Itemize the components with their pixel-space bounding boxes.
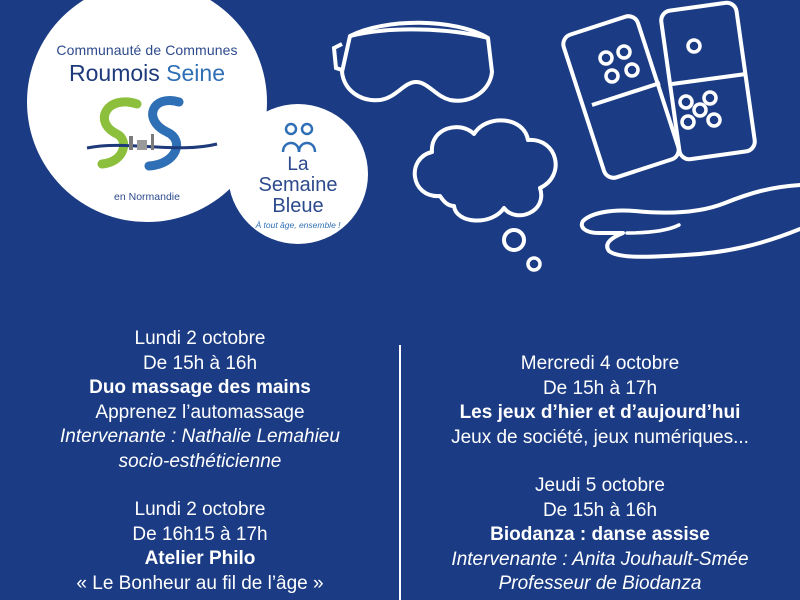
events-left-column xyxy=(0,327,400,596)
event-title: Les jeux d’hier et d’aujourd’hui xyxy=(459,402,741,423)
event-time: De 15h à 16h xyxy=(542,499,658,521)
semaine-bleue-logo xyxy=(228,104,368,244)
event-date: Mercredi 4 octobre xyxy=(520,353,680,374)
event-title: Atelier Philo xyxy=(144,548,256,569)
event-date: Jeudi 5 octobre xyxy=(535,475,665,496)
event-description: Apprenez l’automassage xyxy=(95,401,305,423)
ccrs-logo-line2 xyxy=(27,60,267,87)
semaine-bleue-semaine: Semaine xyxy=(258,174,338,196)
ccrs-logo-roumois: Roumois xyxy=(69,60,160,86)
events-right-column xyxy=(400,352,800,597)
event-title: Biodanza : danse assise xyxy=(490,524,710,545)
event-time: De 15h à 16h xyxy=(142,352,258,374)
semaine-bleue-bleue: Bleue xyxy=(272,195,324,217)
event-description: « Le Bonheur au fil de l’âge » xyxy=(76,572,324,594)
people-icon xyxy=(280,122,320,154)
event-time: De 16h15 à 17h xyxy=(132,523,268,545)
event-speaker: Intervenante : Anita Jouhault-Smée xyxy=(451,548,749,570)
event-speaker: Intervenante : Nathalie Lemahieu xyxy=(60,426,340,447)
event-date: Lundi 2 octobre xyxy=(134,328,266,349)
event-date: Lundi 2 octobre xyxy=(134,499,266,520)
semaine-bleue-la: La xyxy=(287,154,309,175)
semaine-bleue-slogan: À tout âge, ensemble ! xyxy=(255,220,341,230)
ccrs-emblem-icon xyxy=(67,92,227,182)
event-speaker-role: socio-esthéticienne xyxy=(118,450,282,472)
thought-bubble-icon xyxy=(400,108,570,278)
event-description: Jeux de société, jeux numériques... xyxy=(451,426,749,448)
open-hand-icon xyxy=(575,175,800,275)
event-title: Duo massage des mains xyxy=(89,377,311,398)
event-speaker-role: Professeur de Biodanza xyxy=(498,573,702,594)
event-time: De 15h à 17h xyxy=(542,377,658,399)
ccrs-logo-seine: Seine xyxy=(166,60,225,86)
vr-headset-icon xyxy=(330,14,500,114)
ccrs-logo-line1: Communauté de Communes xyxy=(56,42,238,58)
ccrs-logo-footer: en Normandie xyxy=(114,191,180,203)
dominoes-icon xyxy=(560,0,780,190)
